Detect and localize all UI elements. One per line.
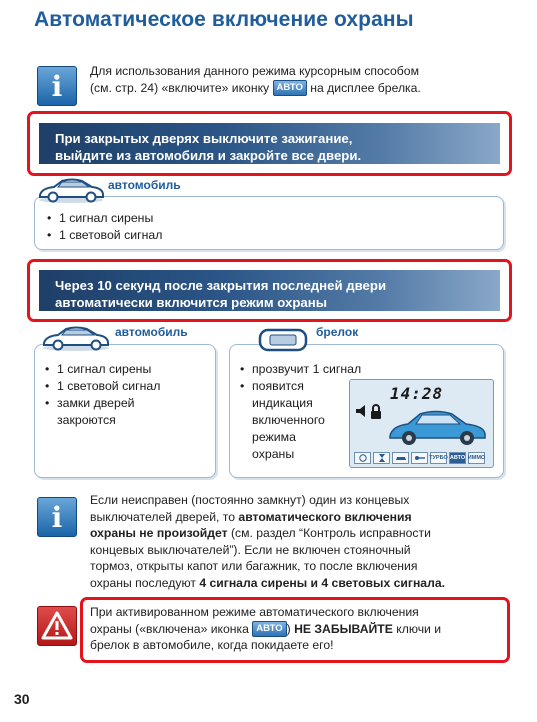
avto-icon: АВТО [273,80,307,96]
intro-line-2: (см. стр. 24) «включите» иконку АВТО на дисплее брелка. [90,80,421,95]
step2-line-1: Через 10 секунд после закрытия последней двери [55,278,387,293]
fob-caption: брелок [316,325,359,339]
lcd-cell-key-icon [411,452,428,464]
step2-frame [27,259,512,322]
list-item: • замки дверей [45,395,160,412]
lcd-cell-hourglass-icon [373,452,390,464]
list-item-continued: охраны [252,447,295,461]
lcd-cell-car-icon [392,452,409,464]
step1-frame [27,111,512,176]
list-item: • 1 сигнал сирены [47,210,162,227]
step1-line-2: выйдите из автомобиля и закройте все двери. [55,148,362,163]
fob-signals-box [229,344,504,478]
step1-banner [39,123,500,164]
lcd-cell-turbo: ТУРБО [430,452,447,464]
car-signals-box-2 [34,344,216,478]
lcd-cell-avto: АВТО [449,452,466,464]
step2-line-2: автоматически включится режим охраны [55,295,327,310]
list-item-continued: индикация [252,396,313,410]
warning-text: При активированном режиме автоматического включения охраны («включена» иконка АВТО ) НЕ ЗАБЫВАЙТЕ ключи и брелок в автомобиле, когда покидаете его! [90,605,442,653]
lcd-cell-clock-icon [354,452,371,464]
info-icon: i [37,66,77,106]
lcd-time: 14:28 [390,384,444,403]
warning-frame [80,597,510,663]
list-item-continued: включенного [252,413,325,427]
car-caption: автомобиль [108,178,181,192]
warning-icon [37,606,77,646]
car-signals-box [34,196,504,250]
list-item: • 1 световой сигнал [47,227,162,244]
siren-lock-icon [354,402,384,427]
list-item-continued: режима [252,430,296,444]
fob-lcd-display [349,379,494,468]
page-title: Автоматическое включение охраны [34,8,414,31]
lcd-cell-immo: ИММО [468,452,485,464]
key-fob-icon [258,328,308,352]
car-icon [36,176,106,204]
avto-icon: АВТО [252,621,286,637]
list-item-continued: закроются [57,413,116,427]
list-item: • появится [240,378,350,395]
step2-banner [39,270,500,311]
intro-line-1: Для использования данного режима курсорным способом [90,64,419,78]
page-number: 30 [14,691,30,707]
lcd-car-icon [384,404,490,453]
intro-text [90,63,510,96]
list-item: • прозвучит 1 сигнал [240,361,350,378]
info-icon: i [37,497,77,537]
step1-line-1: При закрытых дверях выключите зажигание, [55,131,353,146]
list-item: • 1 световой сигнал [45,378,160,395]
lcd-icon-strip [354,452,485,464]
list-item: • 1 сигнал сирены [45,361,160,378]
car-icon [40,322,112,352]
note-text: Если неисправен (постоянно замкнут) один из концевых выключателей дверей, то автоматического включения охраны не произойдет (см. раздел “Контроль исправности концевых выключателей”). Если не включен стояночный тормоз, открыты капот или багажник, то после включения охраны последуют 4 сигнала сирены и 4 световых сигнала. [90,493,445,590]
car-caption-2: автомобиль [115,325,188,339]
